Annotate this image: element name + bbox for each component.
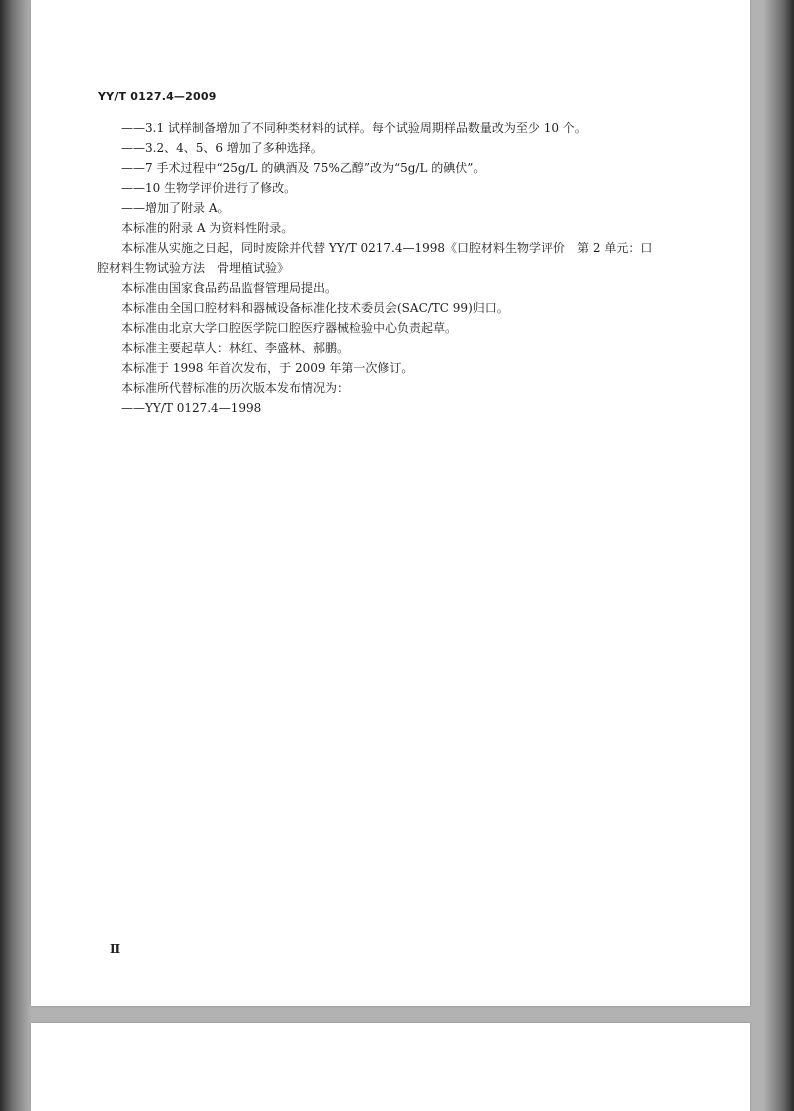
- text-line: 本标准主要起草人：林红、李盛林、郝鹏。: [121, 341, 350, 355]
- text-line: 本标准从实施之日起，同时废除并代替 YY/T 0217.4—1998《口腔材料生物学评价 第 2 单元：口: [121, 241, 653, 255]
- next-document-page: [31, 1023, 750, 1111]
- text-line: 本标准于 1998 年首次发布，于 2009 年第一次修订。: [121, 361, 414, 375]
- text-line: ——增加了附录 A。: [121, 201, 230, 215]
- text-line: 本标准所代替标准的历次版本发布情况为：: [121, 381, 350, 395]
- text-line-continuation: 腔材料生物试验方法 骨埋植试验》: [97, 261, 290, 275]
- text-line: 本标准由国家食品药品监督管理局提出。: [121, 281, 338, 295]
- text-line: 本标准由北京大学口腔医学院口腔医疗器械检验中心负责起草。: [121, 321, 458, 335]
- text-line: ——3.2、4、5、6 增加了多种选择。: [121, 141, 323, 155]
- text-line: 本标准由全国口腔材料和器械设备标准化技术委员会(SAC/TC 99)归口。: [121, 301, 509, 315]
- document-page: [31, 0, 750, 1006]
- text-line: ——3.1 试样制备增加了不同种类材料的试样。每个试验周期样品数量改为至少 10 个。: [121, 121, 587, 135]
- page-number: Ⅱ: [110, 942, 121, 956]
- text-line: ——7 手术过程中“25g/L 的碘酒及 75%乙醇”改为“5g/L 的碘伏”。: [121, 161, 486, 175]
- foreword-body: [97, 118, 711, 418]
- standard-number-header: YY/T 0127.4—2009: [98, 90, 217, 103]
- text-line: 本标准的附录 A 为资料性附录。: [121, 221, 294, 235]
- text-line: ——YY/T 0127.4—1998: [121, 401, 262, 415]
- text-line: ——10 生物学评价进行了修改。: [121, 181, 297, 195]
